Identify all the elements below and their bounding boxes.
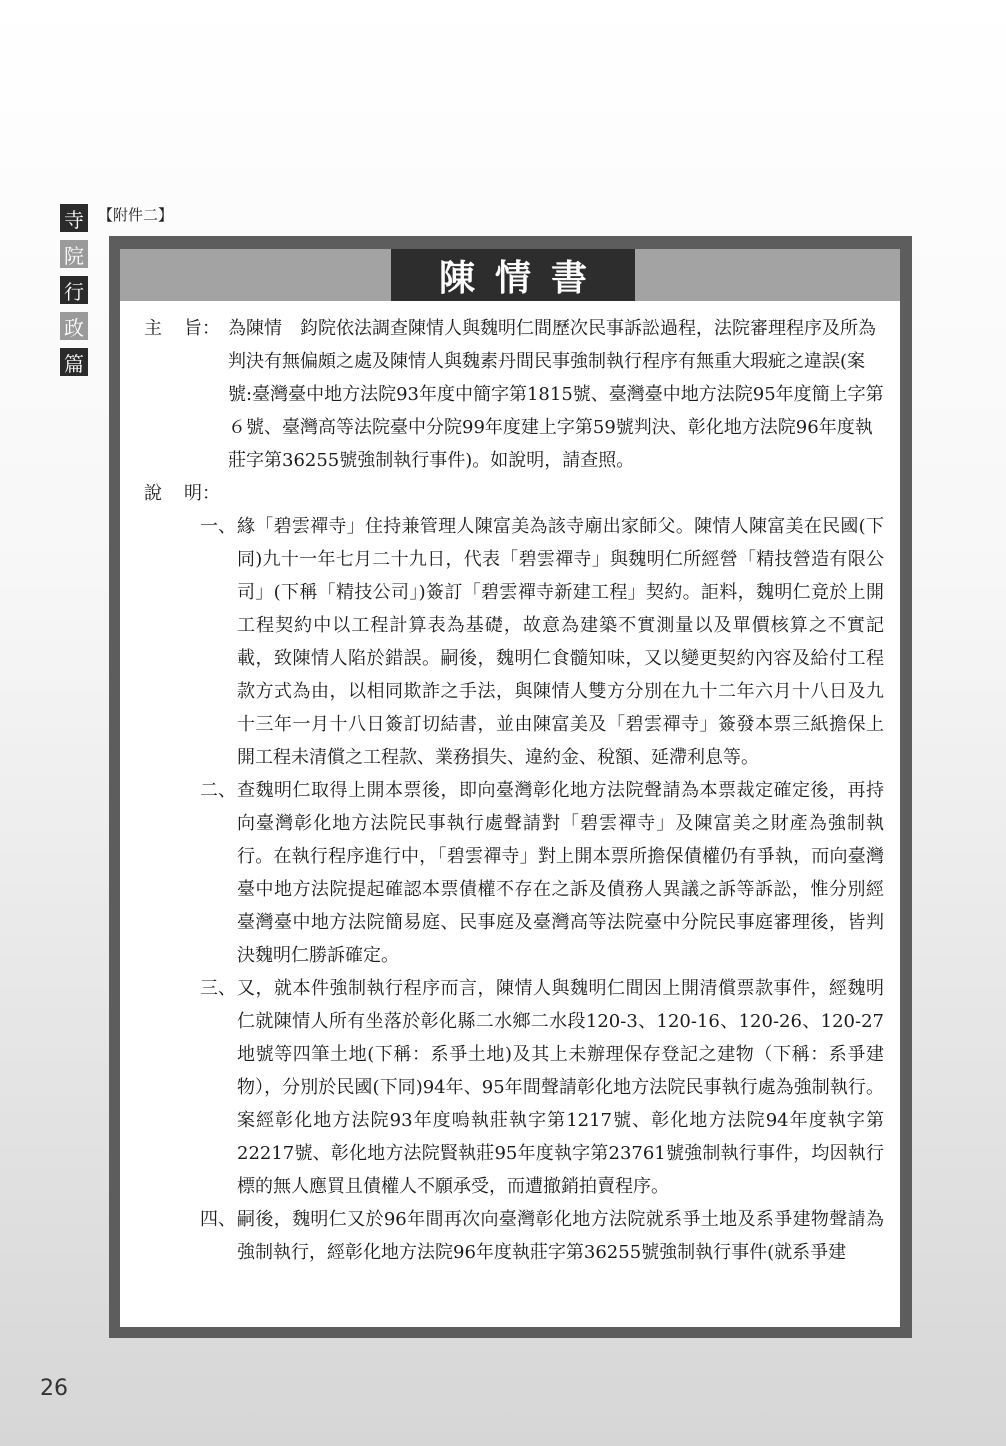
item-text: 緣「碧雲禪寺」住持兼管理人陳富美為該寺廟出家師父。陳情人陳富美在民國(下同)九十一年七月二十九日，代表「碧雲禪寺」與魏明仁所經營「精技營造有限公司」(下稱「精技公司」)簽訂「碧雲禪寺新建工程」契約。詎料，魏明仁竟於上開工程契約中以工程計算表為基礎，故意為建築不實測量以及單價核算之不實記載，致陳情人陷於錯誤。嗣後，魏明仁食髓知味，又以變更契約內容及給付工程款方式為由，以相同欺詐之手法，與陳情人雙方分別在九十二年六月十八日及九十三年一月十八日簽訂切結書，並由陳富美及「碧雲禪寺」簽發本票三紙擔保上開工程未清償之工程款、業務損失、違約金、稅額、延滯利息等。 xyxy=(237,516,884,768)
attachment-label: 【附件二】 xyxy=(98,206,174,224)
subject-label-b: 旨： xyxy=(184,318,220,339)
item-number: 一、 xyxy=(200,516,236,537)
side-tab-pian: 篇 xyxy=(60,348,88,376)
side-tab-xing: 行 xyxy=(60,276,88,304)
explanation-heading xyxy=(144,477,884,510)
explanation-label xyxy=(144,477,228,510)
page-number: 26 xyxy=(40,1376,68,1401)
item-number: 三、 xyxy=(200,978,236,999)
explanation-item-2 xyxy=(200,774,884,972)
side-tab-si: 寺 xyxy=(60,204,88,232)
subject-label-a: 主 xyxy=(144,318,162,339)
subject-text: 為陳情 鈞院依法調查陳情人與魏明仁間歷次民事訴訟過程，法院審理程序及所為判決有無偏頗之處及陳情人與魏素丹間民事強制執行程序有無重大瑕疵之違誤(案號:臺灣臺中地方法院93年度中簡字第1815號、臺灣臺中地方法院95年度簡上字第６號、臺灣高等法院臺中分院99年度建上字第59號判決、彰化地方法院96年度執莊字第36255號強制執行事件)。如說明，請查照。 xyxy=(228,318,884,471)
item-text: 嗣後，魏明仁又於96年間再次向臺灣彰化地方法院就系爭土地及系爭建物聲請為強制執行，經彰化地方法院96年度執莊字第36255號強制執行事件(就系爭建 xyxy=(237,1209,884,1263)
explanation-item-1 xyxy=(200,510,884,774)
explanation-item-3 xyxy=(200,972,884,1203)
subject-section xyxy=(144,312,884,477)
side-tab-yuan: 院 xyxy=(60,240,88,268)
item-number: 四、 xyxy=(200,1209,236,1230)
explanation-label-b: 明： xyxy=(184,483,220,504)
item-number: 二、 xyxy=(200,780,236,801)
page-title: 陳情書 xyxy=(391,249,635,301)
document-content xyxy=(144,312,884,1269)
item-text: 又，就本件強制執行程序而言，陳情人與魏明仁間因上開清償票款事件，經魏明仁就陳情人所有坐落於彰化縣二水鄉二水段120-3、120-16、120-26、120-27地號等四筆土地(下稱：系爭土地)及其上未辦理保存登記之建物（下稱：系爭建物），分別於民國(下同)94年、95年間聲請彰化地方法院民事執行處為強制執行。案經彰化地方法院93年度嗚執莊執字第1217號、彰化地方法院94年度執字第22217號、彰化地方法院賢執莊95年度執字第23761號強制執行事件，均因執行標的無人應買且債權人不願承受，而遭撤銷拍賣程序。 xyxy=(237,978,884,1197)
item-text: 查魏明仁取得上開本票後，即向臺灣彰化地方法院聲請為本票裁定確定後，再持向臺灣彰化地方法院民事執行處聲請對「碧雲禪寺」及陳富美之財產為強制執行。在執行程序進行中，「碧雲禪寺」對上開本票所擔保債權仍有爭執，而向臺灣臺中地方法院提起確認本票債權不存在之訴及債務人異議之訴等訴訟，惟分別經臺灣臺中地方法院簡易庭、民事庭及臺灣高等法院臺中分院民事庭審理後，皆判決魏明仁勝訴確定。 xyxy=(237,780,884,966)
explanation-item-4 xyxy=(200,1203,884,1269)
subject-label xyxy=(144,312,228,477)
side-tab-zheng: 政 xyxy=(60,312,88,340)
explanation-label-a: 說 xyxy=(144,483,162,504)
